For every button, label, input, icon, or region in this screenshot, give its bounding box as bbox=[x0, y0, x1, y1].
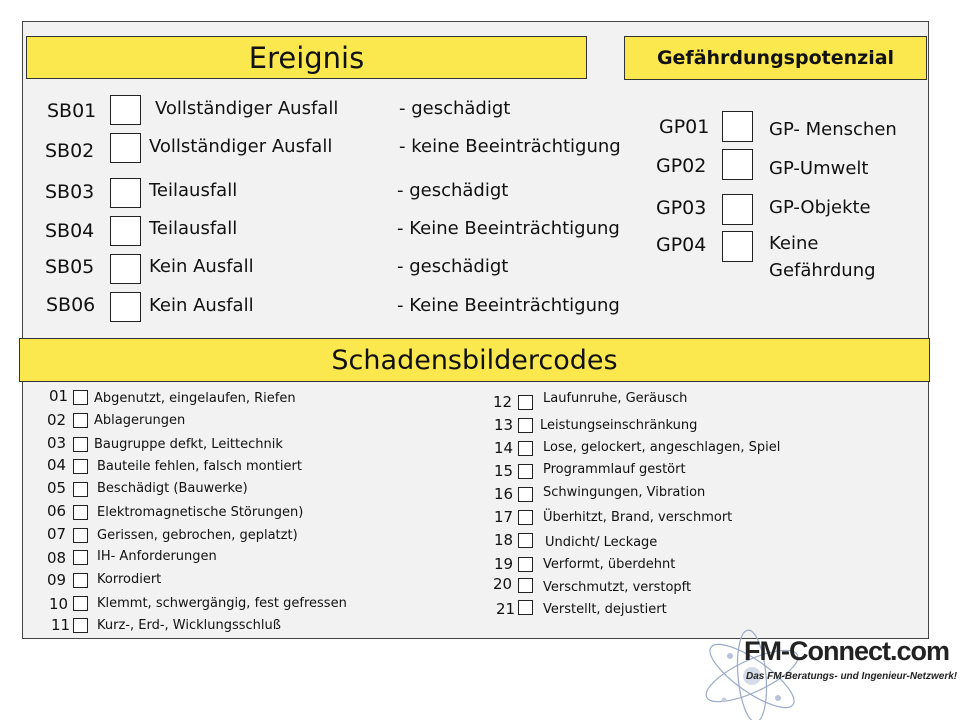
damage-checkbox[interactable] bbox=[73, 573, 88, 588]
damage-checkbox[interactable] bbox=[73, 390, 88, 405]
damage-label: Lose, gelockert, angeschlagen, Spiel bbox=[543, 440, 781, 455]
sb-status: - geschädigt bbox=[397, 180, 509, 201]
damage-checkbox[interactable] bbox=[73, 413, 88, 428]
gp-label-line2: Gefährdung bbox=[769, 260, 876, 281]
damage-code: 08 bbox=[47, 549, 67, 567]
sb-status: - Keine Beeinträchtigung bbox=[397, 295, 620, 316]
damage-label: Verstellt, dejustiert bbox=[543, 602, 667, 617]
ereignis-header bbox=[26, 36, 587, 79]
damage-code: 18 bbox=[494, 531, 514, 549]
damage-code: 04 bbox=[47, 456, 67, 474]
damage-checkbox[interactable] bbox=[518, 487, 533, 502]
sb04-checkbox[interactable] bbox=[110, 216, 141, 246]
sb-label: Vollständiger Ausfall bbox=[149, 136, 333, 157]
damage-checkbox[interactable] bbox=[73, 618, 88, 633]
sb01-checkbox[interactable] bbox=[110, 95, 141, 125]
damage-code: 14 bbox=[494, 439, 514, 457]
damage-code: 12 bbox=[493, 393, 513, 411]
sb-status: - geschädigt bbox=[397, 256, 509, 277]
damage-label: Elektromagnetische Störungen) bbox=[97, 505, 304, 520]
sb-code: SB06 bbox=[46, 294, 96, 316]
gp-code: GP04 bbox=[656, 234, 707, 256]
damage-code: 07 bbox=[47, 525, 67, 543]
damage-code: 17 bbox=[494, 508, 514, 526]
sb-code: SB01 bbox=[47, 100, 97, 122]
damage-label: Überhitzt, Brand, verschmort bbox=[543, 510, 733, 525]
damage-checkbox[interactable] bbox=[518, 578, 533, 593]
damage-label: Beschädigt (Bauwerke) bbox=[97, 481, 248, 496]
damage-label: Schwingungen, Vibration bbox=[543, 485, 706, 500]
damage-checkbox[interactable] bbox=[73, 596, 88, 611]
sb-code: SB05 bbox=[45, 256, 95, 278]
sb-code: SB02 bbox=[45, 140, 95, 162]
logo-brand: FM-Connect.com bbox=[744, 636, 949, 666]
damage-label: IH- Anforderungen bbox=[97, 549, 217, 564]
damage-checkbox[interactable] bbox=[73, 505, 88, 520]
damage-checkbox[interactable] bbox=[518, 441, 533, 456]
damage-checkbox[interactable] bbox=[518, 418, 533, 433]
sb06-checkbox[interactable] bbox=[110, 292, 141, 322]
damage-code: 01 bbox=[49, 387, 69, 405]
gp-label: GP- Menschen bbox=[769, 119, 897, 140]
damage-label: Gerissen, gebrochen, geplatzt) bbox=[97, 528, 298, 543]
damage-code: 03 bbox=[47, 434, 67, 452]
damage-checkbox[interactable] bbox=[73, 482, 88, 497]
sb-label: Vollständiger Ausfall bbox=[155, 98, 339, 119]
damage-code: 10 bbox=[49, 595, 69, 613]
gp-label-line1: Keine bbox=[769, 233, 819, 254]
sb05-checkbox[interactable] bbox=[110, 254, 141, 284]
damage-code: 11 bbox=[51, 616, 71, 634]
gefaehrdung-header bbox=[624, 36, 927, 80]
gp-label: GP-Objekte bbox=[769, 197, 871, 218]
sb-label: Teilausfall bbox=[149, 180, 238, 201]
damage-label: Undicht/ Leckage bbox=[545, 535, 658, 550]
damage-code: 02 bbox=[47, 411, 67, 429]
ereignis-title: Ereignis bbox=[248, 40, 365, 75]
gp03-checkbox[interactable] bbox=[722, 194, 753, 225]
sb-code: SB04 bbox=[45, 220, 95, 242]
damage-code: 21 bbox=[496, 600, 516, 618]
damage-label: Leistungseinschränkung bbox=[540, 418, 698, 433]
gp-code: GP02 bbox=[656, 155, 707, 177]
sb-label: Kein Ausfall bbox=[149, 256, 254, 277]
damage-checkbox[interactable] bbox=[73, 437, 88, 452]
sb-code: SB03 bbox=[45, 181, 95, 203]
damage-checkbox[interactable] bbox=[73, 528, 88, 543]
sb02-checkbox[interactable] bbox=[110, 133, 141, 163]
gp-code: GP03 bbox=[656, 197, 707, 219]
gp-label: GP-Umwelt bbox=[769, 158, 869, 179]
gefaehrdung-title: Gefährdungspotenzial bbox=[656, 47, 895, 69]
sb-label: Teilausfall bbox=[149, 218, 238, 239]
damage-checkbox[interactable] bbox=[518, 510, 533, 525]
damage-label: Kurz-, Erd-, Wicklungsschluß bbox=[97, 618, 281, 633]
damage-checkbox[interactable] bbox=[518, 464, 533, 479]
damage-label: Verschmutzt, verstopft bbox=[543, 580, 692, 595]
damage-label: Korrodiert bbox=[97, 572, 162, 587]
damage-code: 09 bbox=[47, 571, 67, 589]
damage-label: Klemmt, schwergängig, fest gefressen bbox=[97, 596, 347, 611]
gp04-checkbox[interactable] bbox=[722, 231, 753, 262]
sb-status: - geschädigt bbox=[399, 98, 511, 119]
damage-checkbox[interactable] bbox=[518, 600, 533, 615]
gp01-checkbox[interactable] bbox=[722, 111, 753, 142]
schadensbilder-header bbox=[19, 338, 930, 382]
damage-code: 16 bbox=[494, 485, 514, 503]
gp-code: GP01 bbox=[659, 116, 710, 138]
sb03-checkbox[interactable] bbox=[110, 178, 141, 208]
damage-checkbox[interactable] bbox=[73, 459, 88, 474]
damage-label: Laufunruhe, Geräusch bbox=[543, 391, 688, 406]
damage-code: 05 bbox=[47, 479, 67, 497]
sb-label: Kein Ausfall bbox=[149, 295, 254, 316]
damage-label: Ablagerungen bbox=[94, 413, 186, 428]
damage-code: 20 bbox=[493, 575, 513, 593]
damage-label: Bauteile fehlen, falsch montiert bbox=[97, 459, 302, 474]
damage-code: 13 bbox=[494, 416, 514, 434]
damage-code: 06 bbox=[47, 502, 67, 520]
damage-checkbox[interactable] bbox=[518, 533, 533, 548]
logo-tagline: Das FM-Beratungs- und Ingenieur-Netzwerk! bbox=[746, 671, 958, 682]
sb-status: - Keine Beeinträchtigung bbox=[397, 218, 620, 239]
damage-code: 15 bbox=[494, 462, 514, 480]
damage-checkbox[interactable] bbox=[518, 395, 533, 410]
damage-label: Verformt, überdehnt bbox=[543, 557, 676, 572]
damage-checkbox[interactable] bbox=[73, 550, 88, 565]
damage-code: 19 bbox=[494, 555, 514, 573]
damage-checkbox[interactable] bbox=[518, 557, 533, 572]
gp02-checkbox[interactable] bbox=[722, 149, 753, 180]
damage-label: Abgenutzt, eingelaufen, Riefen bbox=[94, 391, 296, 406]
damage-label: Baugruppe defkt, Leittechnik bbox=[94, 437, 283, 452]
damage-label: Programmlauf gestört bbox=[543, 462, 686, 477]
schadensbilder-title: Schadensbildercodes bbox=[331, 344, 618, 376]
sb-status: - keine Beeinträchtigung bbox=[399, 136, 621, 157]
